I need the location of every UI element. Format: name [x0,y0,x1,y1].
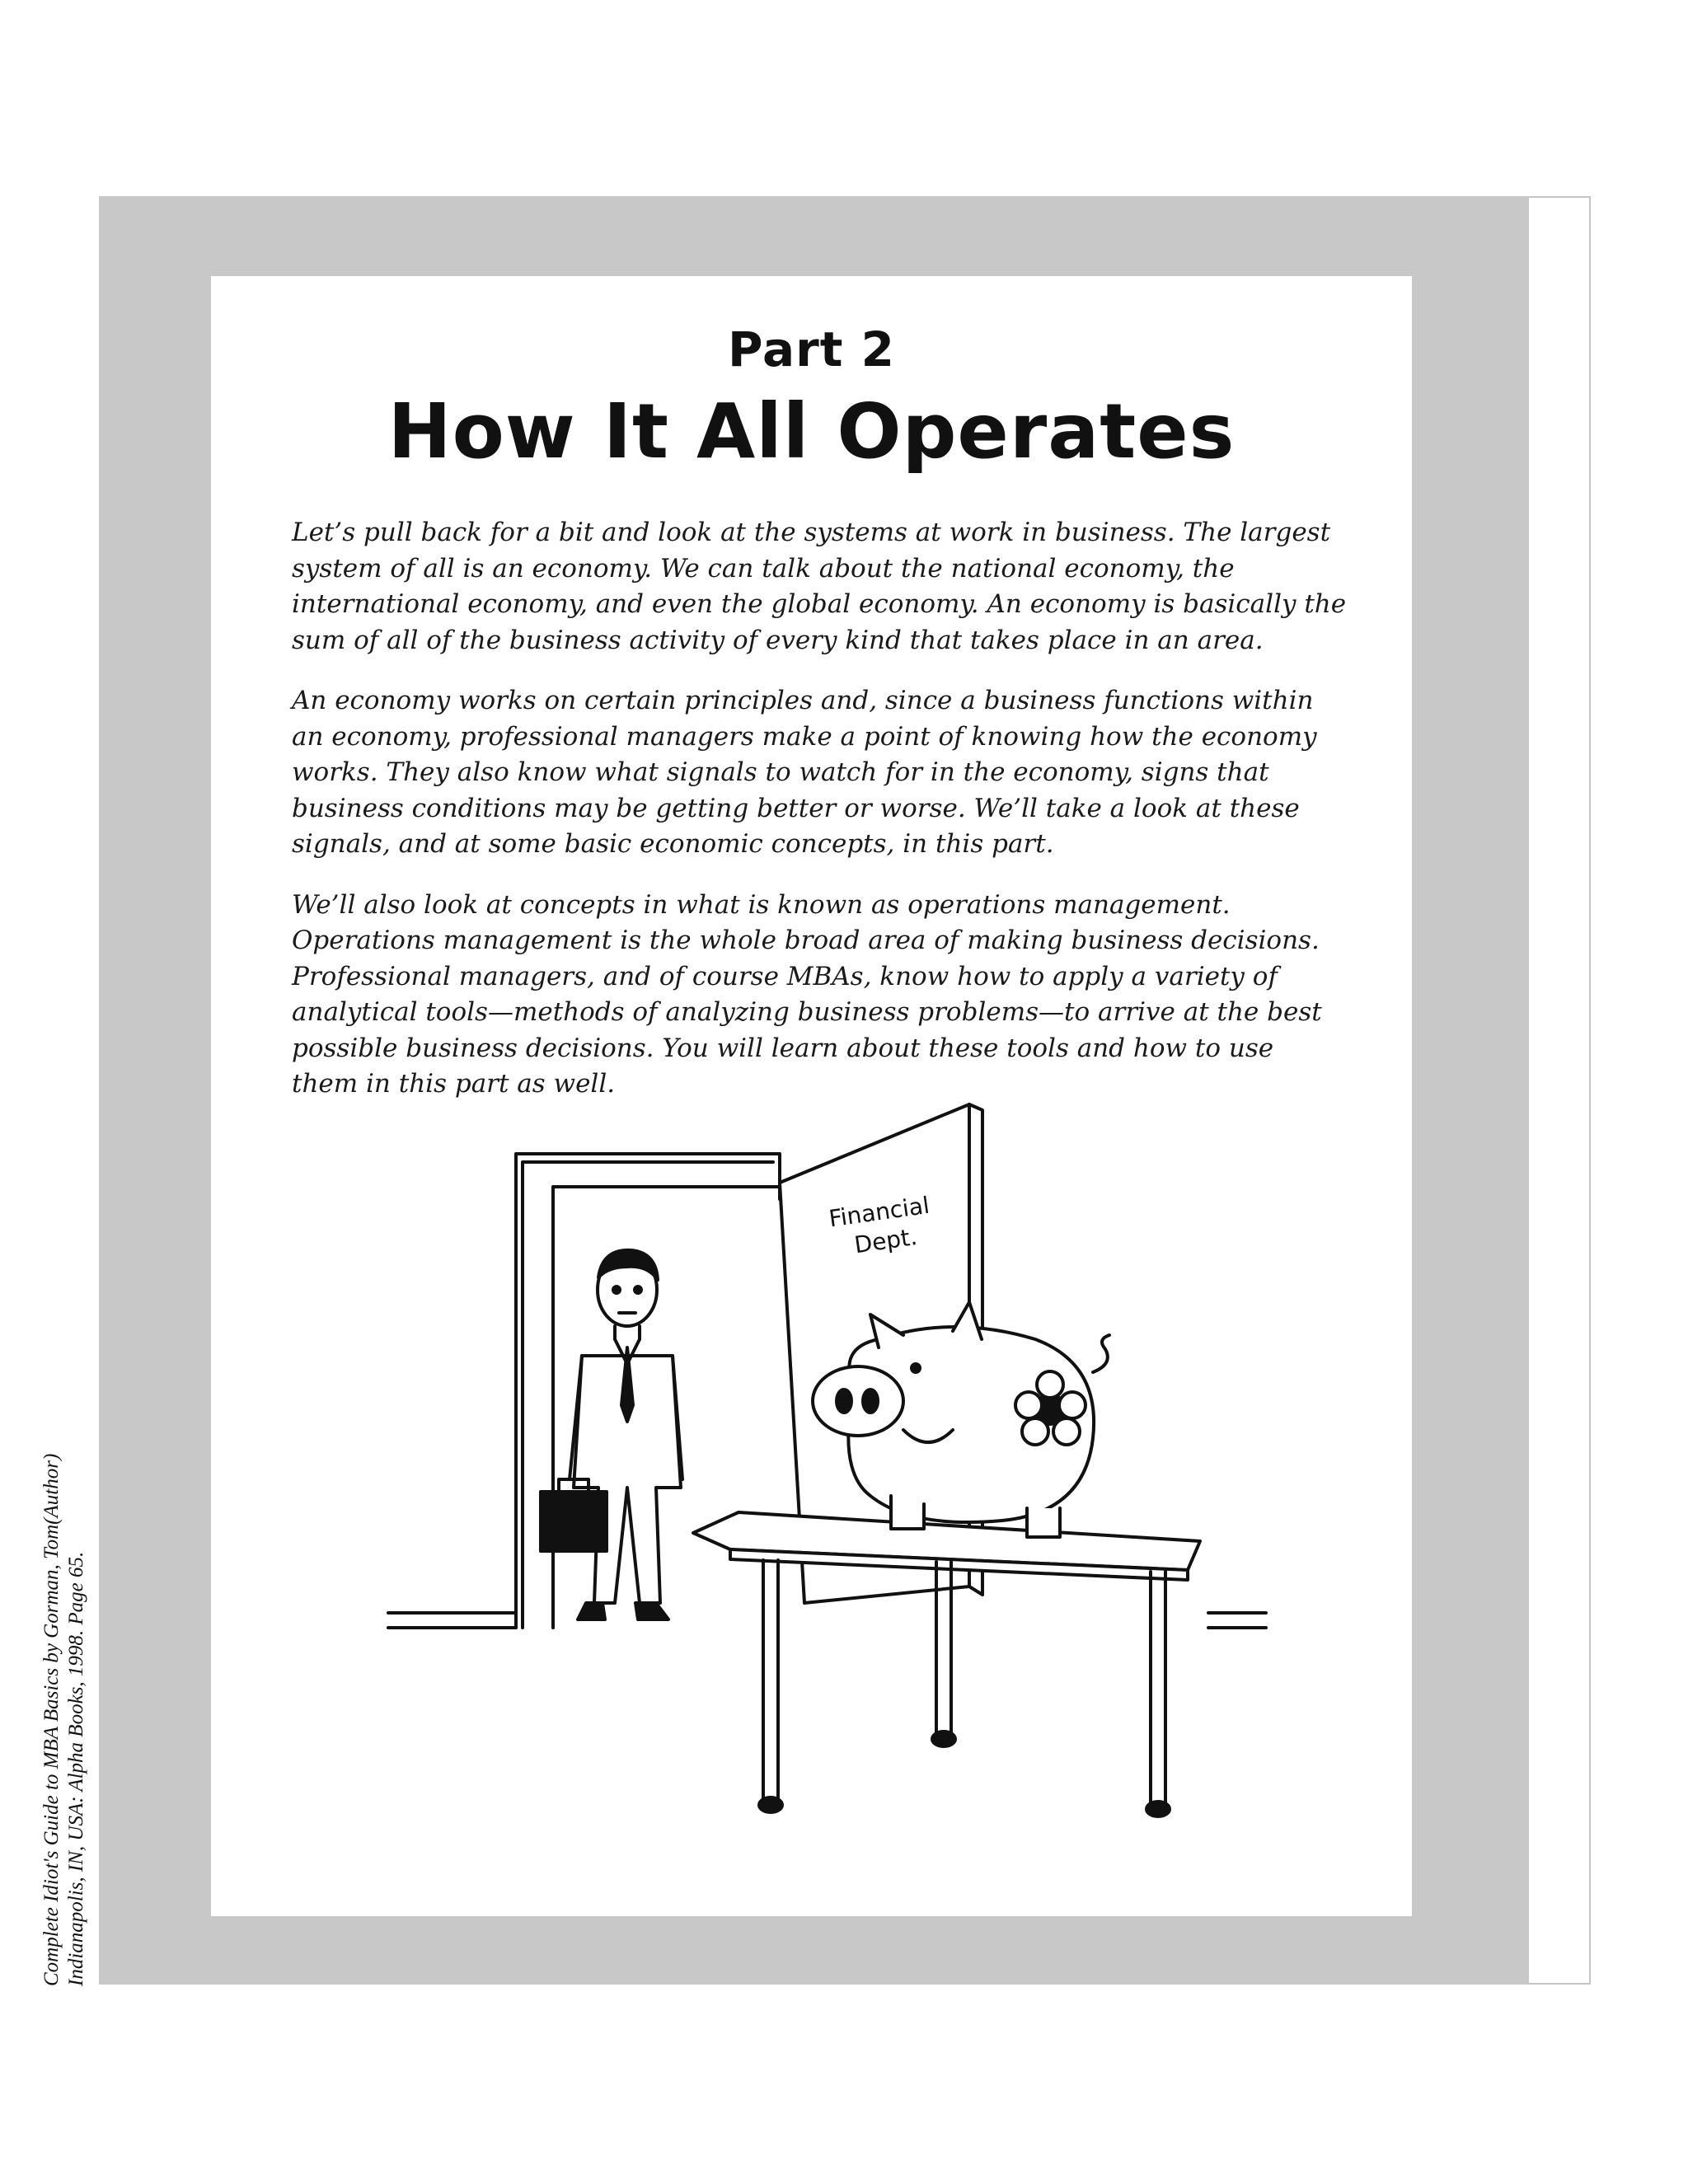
piggy-bank-cartoon [376,1092,1332,1834]
table-leg-front-right [1151,1572,1165,1805]
citation-line2: Indianapolis, IN, USA: Alpha Books, 1998. Page 65. [65,1551,87,1986]
paragraph-2: An economy works on certain principles and, since a business functions within an economy, professional managers make a point of knowing how the economy works. They also know what signals to watch for in the economy, signs that business conditions may be getting better or worse. We’ll take a look at these signals, and at some basic economic concepts, in this part. [292,686,1317,859]
table [693,1512,1200,1816]
intro-text [292,515,1347,1127]
businessman-figure [541,1250,682,1619]
floor-line-right [1208,1613,1266,1628]
citation-line1: Complete Idiot's Guide to MBA Basics by Gorman, Tom(Author) [40,1453,63,1986]
door-sign-line1: Financial [827,1191,931,1233]
paragraph-3: We’ll also look at concepts in what is known as operations management. Operations management is the whole broad area of making business decisions. Professional managers, and of course MBAs, know how to apply a variety of analytical tools—methods of analyzing business problems—to arrive at the best possible business decisions. You will learn about these tools and how to use them in this part as well. [292,889,1322,1099]
paragraph-1: Let’s pull back for a bit and look at the systems at work in business. The largest system of all is an economy. We can talk about the national economy, the international economy, and even the global economy. An economy is basically the sum of all of the business activity of every kind that takes place in an area. [292,518,1347,655]
table-leg-front-left [763,1560,778,1801]
part-label: Part 2 [728,321,895,377]
part-title: How It All Operates [387,387,1236,476]
source-citation [40,1327,89,1986]
book-page [211,276,1412,1916]
door-sign-line2: Dept. [852,1222,919,1259]
